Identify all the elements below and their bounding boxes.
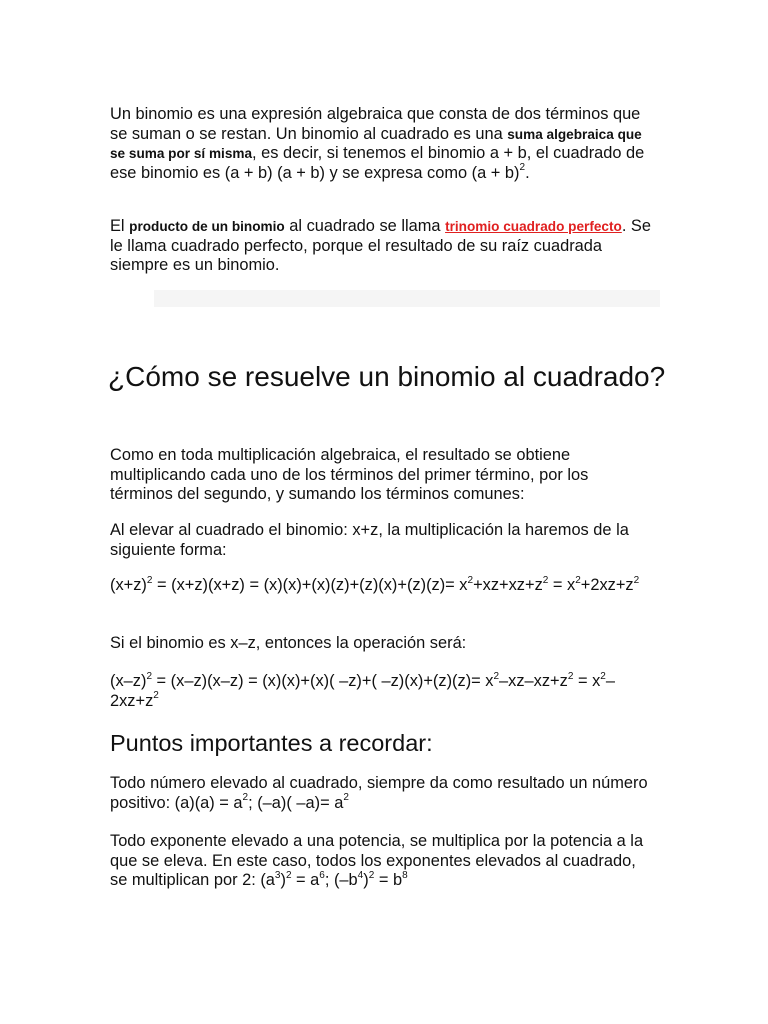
- text: ; (–b: [324, 871, 358, 889]
- equation-x-plus-z: [110, 576, 655, 596]
- section-heading-como-se-resuelve: ¿Cómo se resuelve un binomio al cuadrado?: [108, 361, 666, 392]
- equation-x-minus-z: [110, 672, 655, 711]
- text: +2xz+z: [580, 576, 634, 594]
- section-heading-puntos-importantes: Puntos importantes a recordar:: [110, 730, 433, 756]
- text: ): [280, 871, 286, 889]
- section2-paragraph-1: [110, 774, 655, 813]
- text: +xz+xz+z: [473, 576, 543, 594]
- intro-paragraph-2: [110, 217, 655, 276]
- section1-paragraph-1: Como en toda multiplicación algebraica, el resultado se obtiene multiplicando cada uno de los términos del primer término, por los términos del segundo, y sumando los términos comunes:: [110, 446, 589, 503]
- superscript: 2: [285, 869, 292, 881]
- superscript: 2: [519, 162, 526, 174]
- superscript: 4: [357, 869, 364, 881]
- superscript: 2: [146, 574, 153, 586]
- text: = a: [291, 871, 320, 889]
- section1-paragraph-3: Si el binomio es x–z, entonces la operación será:: [110, 634, 467, 652]
- superscript: 6: [319, 869, 325, 881]
- text: ): [363, 871, 369, 889]
- text: Un binomio es una expresión algebraica que consta de dos términos que se suman o se restan. Un binomio al cuadrado es una: [110, 105, 641, 143]
- superscript: 2: [633, 574, 640, 586]
- superscript: 2: [542, 574, 549, 586]
- text: = x: [573, 672, 601, 690]
- text: (x–z): [110, 672, 147, 690]
- text: ; (–a)( –a)= a: [248, 793, 344, 812]
- trinomio-cuadrado-perfecto-link[interactable]: trinomio cuadrado perfecto: [445, 219, 622, 234]
- text: –2xz+z: [110, 672, 615, 710]
- text: Todo número elevado al cuadrado, siempre da como resultado un número positivo: (a)(a) = a: [110, 774, 648, 812]
- text: . Se le llama cuadrado perfecto, porque el resultado de su raíz cuadrada siempre es un binomio.: [110, 217, 651, 274]
- superscript: 2: [343, 792, 349, 804]
- superscript: 2: [600, 670, 606, 682]
- text: Todo exponente elevado a una potencia, se multiplica por la potencia a la que se eleva. En este caso, todos los exponentes elevados al cuadrado, se multiplican por 2: (a: [110, 832, 644, 889]
- text: = x: [548, 576, 576, 594]
- text: , es decir, si tenemos el binomio a + b, el cuadrado de ese binomio es (a + b) (a + b) y se expresa como (a + b): [110, 144, 645, 182]
- text: .: [525, 163, 530, 182]
- superscript: 2: [567, 670, 574, 682]
- text: (x+z): [110, 576, 147, 594]
- superscript: 2: [493, 670, 500, 682]
- text: = b: [374, 871, 403, 889]
- superscript: 2: [153, 690, 159, 702]
- superscript: 2: [146, 670, 152, 682]
- text: = (x+z)(x+z) = (x)(x)+(x)(z)+(z)(x)+(z)(z)= x: [152, 576, 468, 594]
- text: al cuadrado se llama: [284, 217, 446, 235]
- superscript: 8: [402, 869, 408, 881]
- bold-text: producto de un binomio: [129, 219, 285, 234]
- section2-paragraph-2: [110, 832, 655, 891]
- bold-text: suma algebraica que se suma por sí misma: [110, 126, 642, 161]
- section1-paragraph-2: Al elevar al cuadrado el binomio: x+z, la multiplicación la haremos de la siguiente forma:: [110, 521, 629, 559]
- superscript: 2: [467, 574, 474, 586]
- superscript: 2: [368, 869, 375, 881]
- gray-separator-bar: [154, 290, 660, 307]
- superscript: 2: [242, 792, 249, 804]
- text: = (x–z)(x–z) = (x)(x)+(x)( –z)+( –z)(x)+(z)(z)= x: [152, 672, 494, 690]
- intro-paragraph-1: [110, 105, 655, 183]
- superscript: 2: [575, 574, 581, 586]
- superscript: 3: [274, 869, 281, 881]
- text: –xz–xz+z: [499, 672, 568, 690]
- text: El: [110, 217, 130, 235]
